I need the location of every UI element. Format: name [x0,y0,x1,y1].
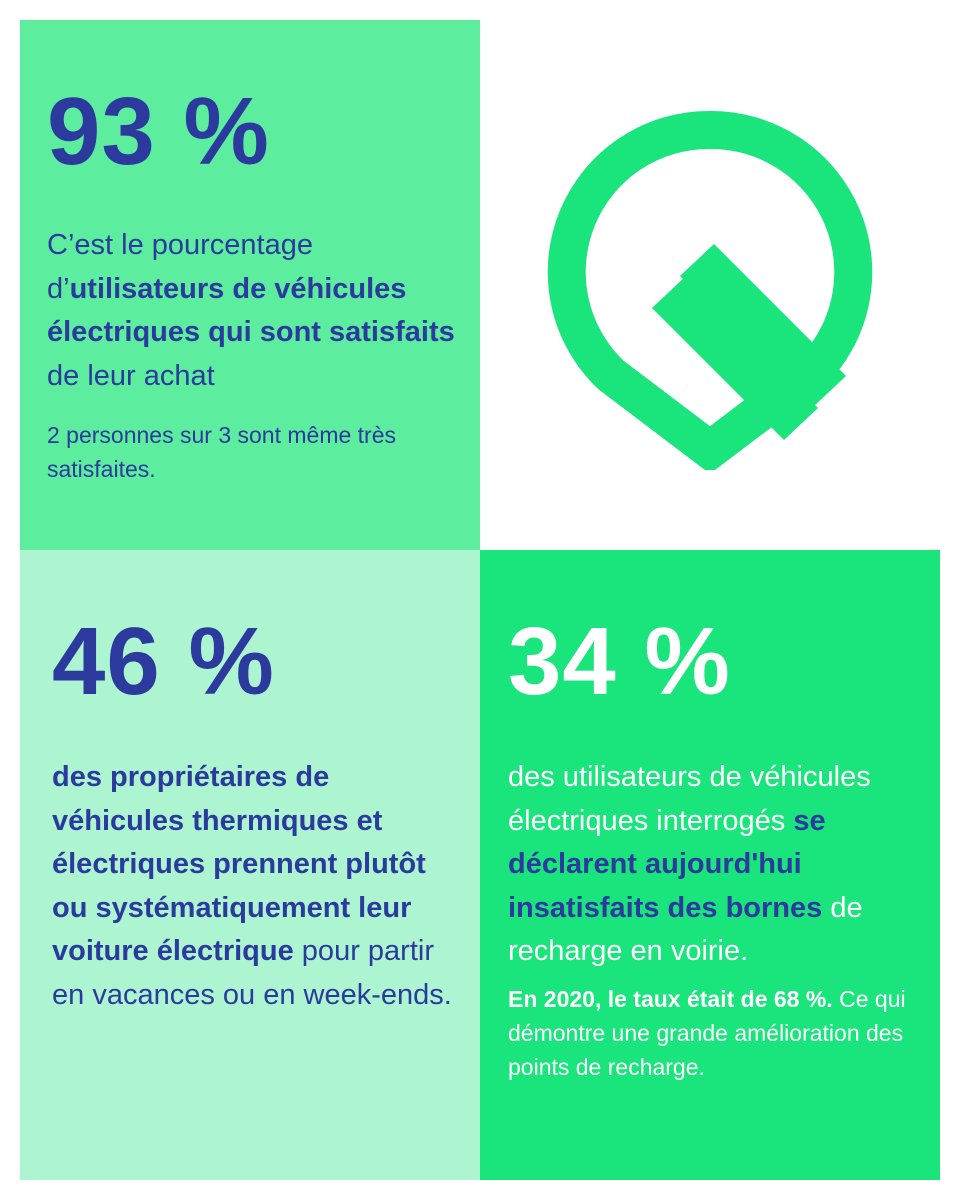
stat-tile-satisfaction [20,20,480,550]
stat-text-plain: de leur achat [47,359,215,392]
logo [540,80,880,470]
stat-value-34: 34 % [508,608,731,715]
stat-note-bold: En 2020, le taux était de 68 %. [508,985,833,1012]
charging-pin-logo-icon [540,80,880,470]
stat-text-plain: des utilisateurs de véhicules électriques interrogés [508,761,871,837]
stat-text-bold: des propriétaires de véhicules thermiques et électriques prennent plutôt ou systématiquement leur voiture électrique [52,761,426,967]
stat-value-93: 93 % [47,78,270,185]
stat-tile-charging-dissatisfaction [480,550,940,1180]
stat-text-bold: se déclarent aujourd'hui insatisfaits des bornes [508,804,826,924]
stat-value-46: 46 % [52,608,275,715]
stat-text-bold: utilisateurs de véhicules électriques qui sont satisfaits [47,272,455,348]
stat-note-satisfaction: 2 personnes sur 3 sont même très satisfaites. [47,422,396,482]
stat-text-plain: C’est le pourcentage d’ [47,229,313,305]
stat-note-charging [508,982,916,1084]
stat-note-plain: Ce qui démontre une grande amélioration des points de recharge. [508,985,906,1080]
stat-tile-holiday-usage [20,550,480,1180]
stat-description-charging [508,756,916,974]
stat-text-plain: de recharge en voirie. [508,891,863,967]
stat-text-plain: pour partir en vacances ou en week-ends. [52,935,452,1011]
stat-description-satisfaction [47,224,460,398]
stat-description-holiday-usage [52,756,460,1017]
